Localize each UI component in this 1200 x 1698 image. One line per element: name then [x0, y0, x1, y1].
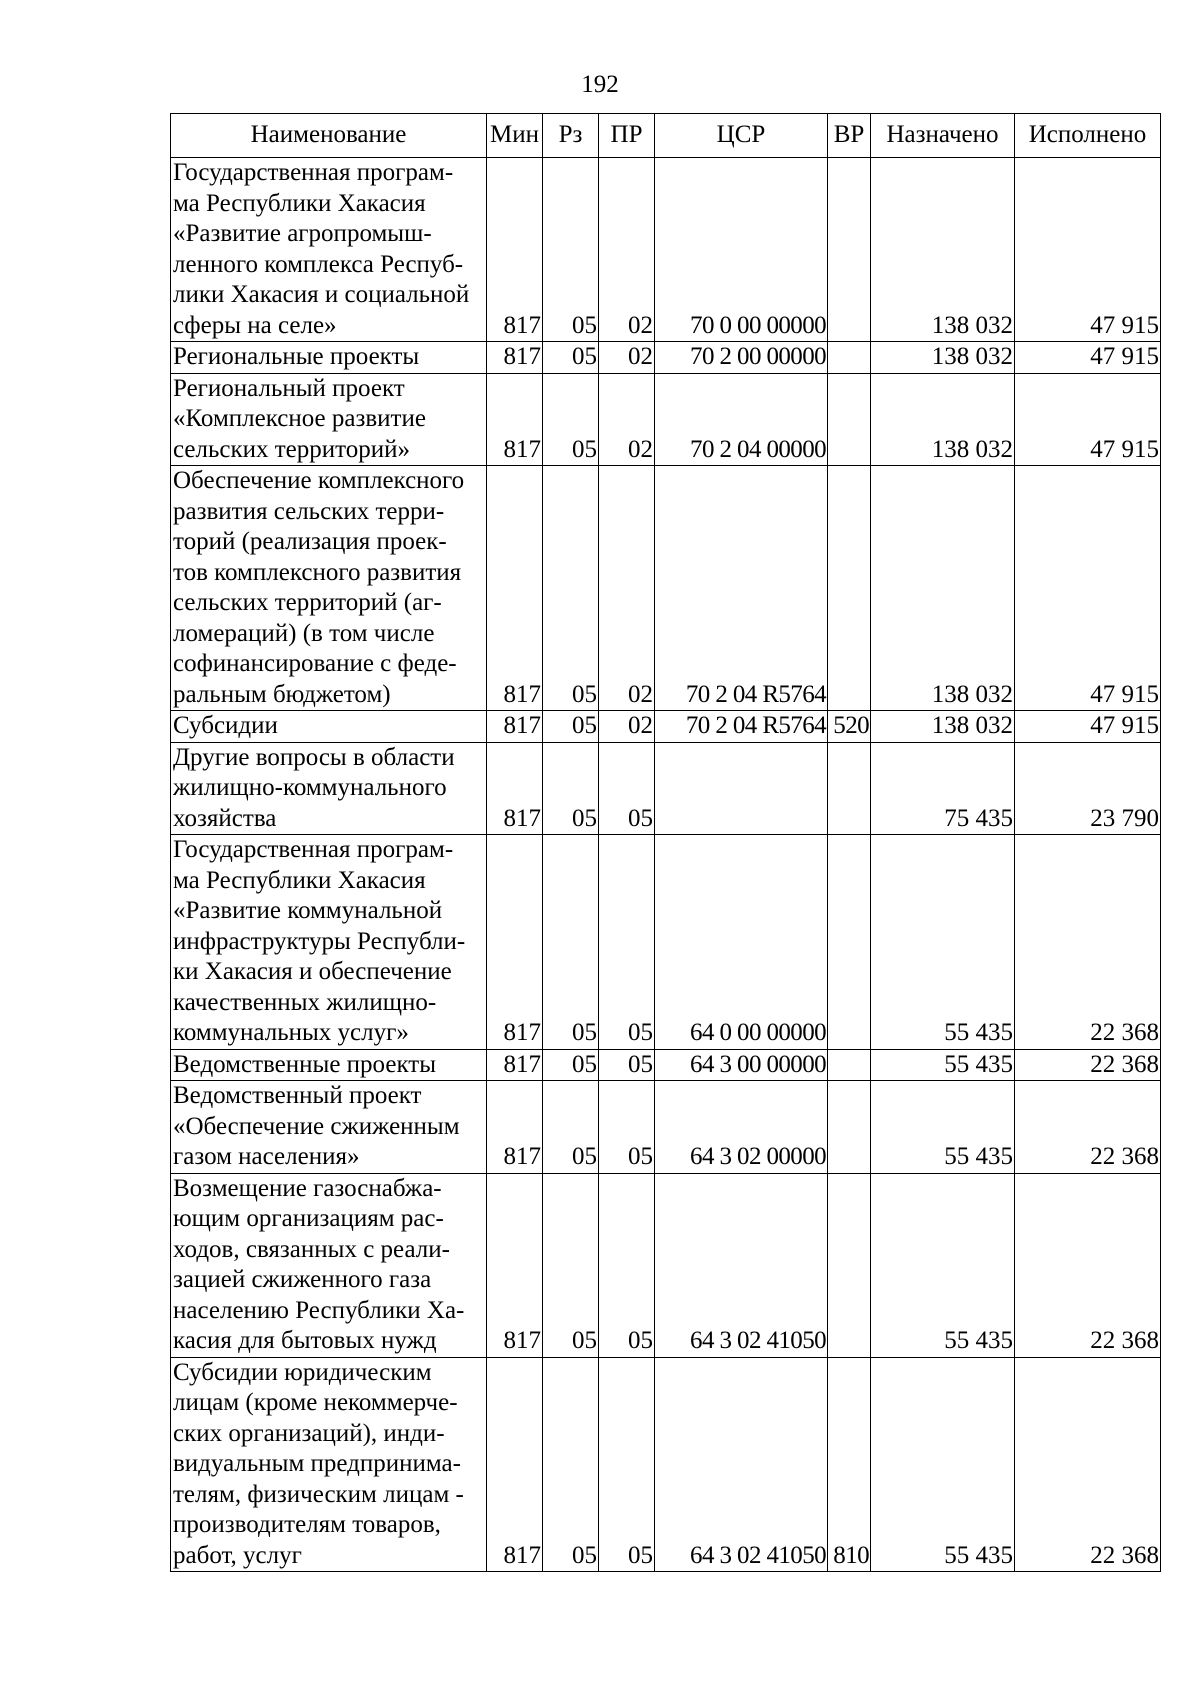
table-row [171, 1049, 1161, 1081]
row-executed: 47 915 [1015, 466, 1161, 711]
row-name: Субсидии юридическим лицам (кроме некоммерче- ских организаций), инди- видуальным предпринима- телям, физическим лицам - производителям товаров, работ, услуг [171, 1357, 487, 1572]
row-rz: 05 [543, 742, 599, 835]
row-name: Ведомственный проект «Обеспечение сжиженным газом населения» [171, 1081, 487, 1174]
table-row [171, 466, 1161, 711]
row-executed: 47 915 [1015, 342, 1161, 374]
row-executed: 47 915 [1015, 158, 1161, 342]
row-executed: 22 368 [1015, 1173, 1161, 1357]
header-rz: Рз [543, 114, 599, 158]
row-csr: 64 3 00 00000 [655, 1049, 828, 1081]
row-pr: 05 [599, 1357, 655, 1572]
row-assigned: 138 032 [871, 466, 1015, 711]
row-assigned: 55 435 [871, 1357, 1015, 1572]
row-csr: 70 2 04 R5764 [655, 466, 828, 711]
row-rz: 05 [543, 342, 599, 374]
row-executed: 22 368 [1015, 1357, 1161, 1572]
row-executed: 47 915 [1015, 711, 1161, 743]
table-row [171, 1081, 1161, 1174]
row-vr [828, 835, 871, 1050]
row-assigned: 55 435 [871, 1173, 1015, 1357]
row-assigned: 75 435 [871, 742, 1015, 835]
row-pr: 05 [599, 1049, 655, 1081]
row-min: 817 [487, 1357, 543, 1572]
row-name: Региональные проекты [171, 342, 487, 374]
row-min: 817 [487, 342, 543, 374]
row-pr: 02 [599, 466, 655, 711]
row-rz: 05 [543, 466, 599, 711]
table-row [171, 342, 1161, 374]
row-name: Субсидии [171, 711, 487, 743]
header-assigned: Назначено [871, 114, 1015, 158]
row-min: 817 [487, 1081, 543, 1174]
row-rz: 05 [543, 1357, 599, 1572]
row-min: 817 [487, 466, 543, 711]
row-rz: 05 [543, 1049, 599, 1081]
row-vr [828, 1049, 871, 1081]
row-min: 817 [487, 711, 543, 743]
page-number: 192 [581, 71, 619, 98]
row-rz: 05 [543, 835, 599, 1050]
row-csr: 70 2 04 R5764 [655, 711, 828, 743]
table-row [171, 1173, 1161, 1357]
row-min: 817 [487, 1049, 543, 1081]
row-vr [828, 1173, 871, 1357]
row-pr: 02 [599, 711, 655, 743]
row-csr [655, 742, 828, 835]
row-executed: 47 915 [1015, 373, 1161, 466]
row-vr [828, 158, 871, 342]
row-csr: 64 3 02 41050 [655, 1173, 828, 1357]
row-min: 817 [487, 835, 543, 1050]
row-assigned: 55 435 [871, 1081, 1015, 1174]
row-name: Возмещение газоснабжа- ющим организациям рас- ходов, связанных с реали- зацией сжиженного газа населению Республики Ха- касия для бытовых нужд [171, 1173, 487, 1357]
budget-table [170, 113, 1161, 1572]
row-csr: 64 3 02 00000 [655, 1081, 828, 1174]
header-name: Наименование [171, 114, 487, 158]
row-assigned: 138 032 [871, 711, 1015, 743]
row-rz: 05 [543, 1081, 599, 1174]
header-min: Мин [487, 114, 543, 158]
header-pr: ПР [599, 114, 655, 158]
table-row [171, 742, 1161, 835]
row-rz: 05 [543, 711, 599, 743]
table-header-row [171, 114, 1161, 158]
row-executed: 23 790 [1015, 742, 1161, 835]
row-assigned: 138 032 [871, 373, 1015, 466]
row-name: Региональный проект «Комплексное развитие сельских территорий» [171, 373, 487, 466]
row-executed: 22 368 [1015, 835, 1161, 1050]
row-rz: 05 [543, 158, 599, 342]
row-vr [828, 1081, 871, 1174]
row-csr: 64 3 02 41050 [655, 1357, 828, 1572]
row-csr: 70 2 00 00000 [655, 342, 828, 374]
row-name: Ведомственные проекты [171, 1049, 487, 1081]
row-executed: 22 368 [1015, 1081, 1161, 1174]
row-vr: 810 [828, 1357, 871, 1572]
row-csr: 64 0 00 00000 [655, 835, 828, 1050]
row-pr: 05 [599, 1081, 655, 1174]
header-csr: ЦСР [655, 114, 828, 158]
header-vr: ВР [828, 114, 871, 158]
row-pr: 05 [599, 1173, 655, 1357]
row-pr: 05 [599, 835, 655, 1050]
header-executed: Исполнено [1015, 114, 1161, 158]
row-name: Другие вопросы в области жилищно-коммунального хозяйства [171, 742, 487, 835]
row-assigned: 138 032 [871, 342, 1015, 374]
row-csr: 70 0 00 00000 [655, 158, 828, 342]
row-pr: 02 [599, 158, 655, 342]
table-row [171, 373, 1161, 466]
row-rz: 05 [543, 1173, 599, 1357]
row-csr: 70 2 04 00000 [655, 373, 828, 466]
row-name: Государственная програм- ма Республики Хакасия «Развитие коммунальной инфраструктуры Республи- ки Хакасия и обеспечение качественных жилищно- коммунальных услуг» [171, 835, 487, 1050]
row-vr [828, 373, 871, 466]
row-vr: 520 [828, 711, 871, 743]
row-executed: 22 368 [1015, 1049, 1161, 1081]
row-name: Обеспечение комплексного развития сельских терри- торий (реализация проек- тов комплексного развития сельских территорий (аг- ломераций) (в том числе софинансирование с феде- ральным бюджетом) [171, 466, 487, 711]
row-pr: 05 [599, 742, 655, 835]
row-name: Государственная програм- ма Республики Хакасия «Развитие агропромыш- ленного комплекса Респуб- лики Хакасия и социальной сферы на селе» [171, 158, 487, 342]
row-min: 817 [487, 158, 543, 342]
row-pr: 02 [599, 342, 655, 374]
row-vr [828, 742, 871, 835]
row-assigned: 55 435 [871, 835, 1015, 1050]
table-row [171, 158, 1161, 342]
table-row [171, 1357, 1161, 1572]
table-row [171, 835, 1161, 1050]
row-min: 817 [487, 1173, 543, 1357]
row-assigned: 55 435 [871, 1049, 1015, 1081]
table-row [171, 711, 1161, 743]
row-vr [828, 466, 871, 711]
row-assigned: 138 032 [871, 158, 1015, 342]
row-min: 817 [487, 742, 543, 835]
row-pr: 02 [599, 373, 655, 466]
row-vr [828, 342, 871, 374]
row-min: 817 [487, 373, 543, 466]
row-rz: 05 [543, 373, 599, 466]
